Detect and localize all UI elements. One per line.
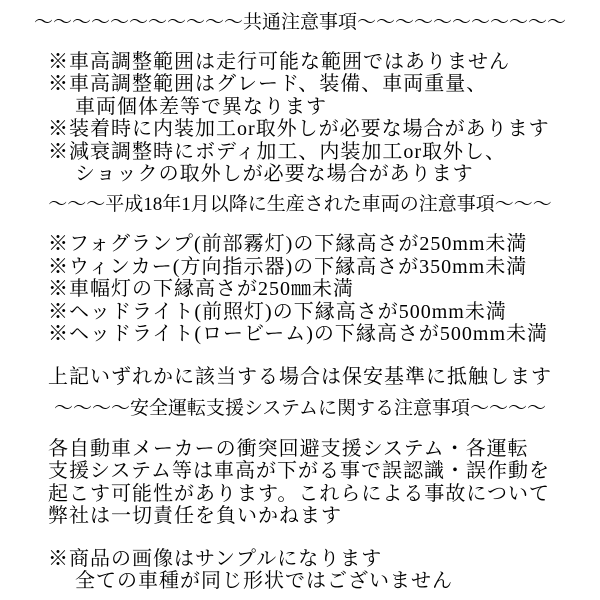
note-height-range-not-drivable: ※車高調整範囲は走行可能な範囲ではありません <box>48 50 510 73</box>
note-turn-signal-height: ※ウィンカー(方向指示器)の下縁高さが350mm未満 <box>48 255 528 278</box>
paragraph-driver-assist-line1: 各自動車メーカーの衝突回避支援システム・各運転 <box>48 437 529 460</box>
section-heading-heisei18-vehicles: ～～～平成18年1月以降に生産された車両の注意事項～～～ <box>48 193 552 215</box>
paragraph-driver-assist-line3: 起こす可能性があります。これらによる事故について <box>48 482 550 505</box>
statement-safety-standard-violation: 上記いずれかに該当する場合は保安基準に抵触します <box>48 365 552 388</box>
note-damping-adjustment-cont: ショックの取外しが必要な場合があります <box>75 163 474 185</box>
paragraph-driver-assist-line4: 弊社は一切責任を負いかねます <box>48 505 342 527</box>
paragraph-driver-assist-line2: 支援システム等は車高が下がる事で誤認識・誤作動を <box>48 460 550 482</box>
note-height-range-varies-cont: 車両個体差等で異なります <box>75 95 327 118</box>
note-product-image-sample: ※商品の画像はサンプルになります <box>48 547 383 570</box>
note-interior-modification: ※装着時に内装加工or取外しが必要な場合があります <box>48 118 550 140</box>
note-product-image-sample-cont: 全ての車種が同じ形状ではございません <box>75 570 453 592</box>
note-headlight-height: ※ヘッドライト(前照灯)の下縁高さが500mm未満 <box>48 300 507 323</box>
section-heading-common-notes: ～～～～～～～～～～～共通注意事項～～～～～～～～～～～ <box>33 12 566 33</box>
note-height-range-varies: ※車高調整範囲はグレード、装備、車両重量、 <box>48 73 488 95</box>
note-damping-adjustment: ※減衰調整時にボディ加工、内装加工or取外し、 <box>48 140 507 163</box>
note-clearance-lamp-height: ※車幅灯の下縁高さが250㎜未満 <box>48 278 354 300</box>
section-heading-driver-assist: ～～～～安全運転支援システムに関する注意事項～～～～ <box>53 398 547 419</box>
note-headlight-lowbeam-height: ※ヘッドライト(ロービーム)の下縁高さが500mm未満 <box>48 323 549 345</box>
note-fog-lamp-height: ※フォグランプ(前部霧灯)の下縁高さが250mm未満 <box>48 233 528 255</box>
